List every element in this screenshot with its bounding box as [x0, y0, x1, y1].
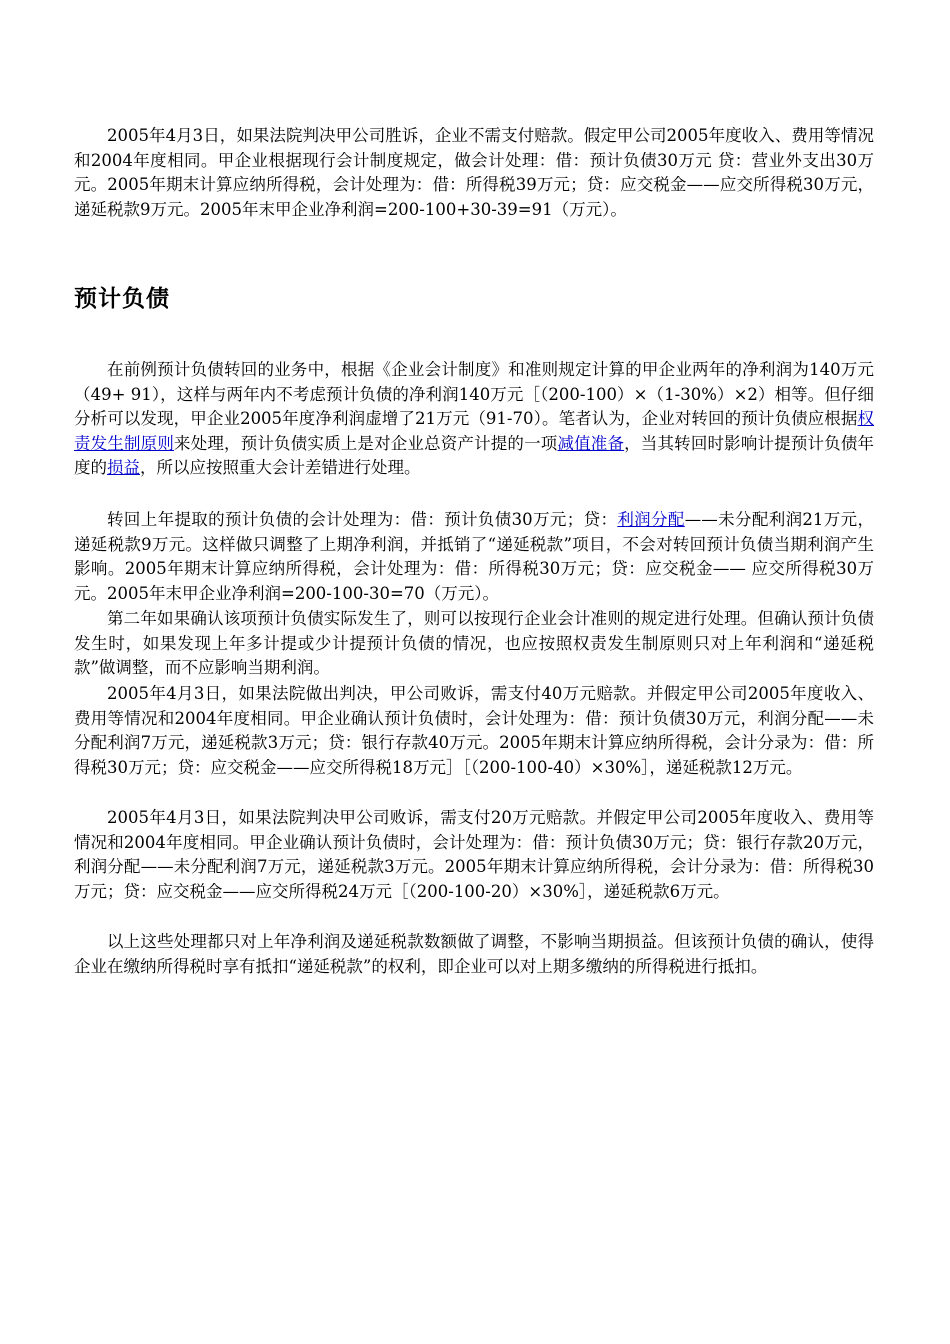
accrual-principle-link[interactable]: 权责发生制原则: [74, 409, 874, 453]
paragraph-court-loss-40: 2005年4月3日，如果法院做出判决，甲公司败诉，需支付40万元赔款。并假定甲公司2005年度收入、费用等情况和2004年度相同。甲企业确认预计负债时，会计处理为：借：预计负债30万元，利润分配——未分配利润7万元，递延税款3万元；贷：银行存款40万元。2005年期末计算应纳所得税，会计分录为：借：所得税30万元；贷：应交税金——应交所得税18万元］［（200-100-40）×30%］，递延税款12万元。: [74, 684, 874, 777]
paragraph-text: ，当其转回时影响计提预计负债年度的: [74, 433, 875, 477]
paragraph-text: 转回上年提取的预计负债的会计处理为：借：预计负债30万元；贷：: [107, 510, 618, 529]
paragraph-conclusion: 以上这些处理都只对上年净利润及递延税款数额做了调整，不影响当期损益。但该预计负债的确认，使得企业在缴纳所得税时享有抵扣“递延税款”的权利，即企业可以对上期多缴纳的所得税进行抵扣。: [74, 932, 874, 976]
paragraph-text: ——未分配利润21万元，递延税款9万元。这样做只调整了上期净利润，并抵销了“递延税款”项目，不会对转回预计负债当期利润产生影响。2005年期末计算应纳所得税，会计处理为：借：所得税30万元；贷：应交税金—— 应交所得税30万元。2005年末甲企业净利润=200-100-30=70（万元）。: [74, 510, 875, 603]
profit-distribution-link[interactable]: 利润分配: [617, 510, 685, 529]
paragraph-reversal-entry: [74, 508, 874, 606]
paragraph-text: 来处理，预计负债实质上是对企业总资产计提的一项: [174, 433, 558, 453]
section-heading: 预计负债: [74, 286, 170, 312]
profit-loss-link[interactable]: 损益: [107, 458, 140, 477]
paragraph-text: 在前例预计负债转回的业务中，根据《企业会计制度》和准则规定计算的甲企业两年的净利润为140万元（49+ 91），这样与两年内不考虑预计负债的净利润140万元［（200-100）×（1-30%）×2）相等。但仔细分析可以发现，甲企业2005年度净利润虚增了21万元（91-70）。笔者认为，企业对转回的预计负债应根据: [74, 360, 874, 428]
impairment-provision-link[interactable]: 减值准备: [557, 433, 625, 453]
paragraph-second-year: 第二年如果确认该项预计负债实际发生了，则可以按现行企业会计准则的规定进行处理。但确认预计负债发生时，如果发现上年多计提或少计提预计负债的情况，也应按照权责发生制原则只对上年利润和“递延税款”做调整，而不应影响当期利润。: [74, 609, 874, 677]
paragraph-court-loss-20: 2005年4月3日，如果法院判决甲公司败诉，需支付20万元赔款。并假定甲公司2005年度收入、费用等情况和2004年度相同。甲企业确认预计负债时，会计处理为：借：预计负债30万元；贷：银行存款20万元，利润分配——未分配利润7万元，递延税款3万元。2005年期末计算应纳所得税，会计分录为：借：所得税30万元；贷：应交税金——应交所得税24万元［（200-100-20）×30%］，递延税款6万元。: [74, 808, 874, 901]
paragraph-court-win: 2005年4月3日，如果法院判决甲公司胜诉，企业不需支付赔款。假定甲公司2005年度收入、费用等情况和2004年度相同。甲企业根据现行会计制度规定，做会计处理：借：预计负债30万元 贷：营业外支出30万元。2005年期末计算应纳所得税，会计处理为：借：所得税39万元；贷：应交税金——应交所得税30万元，递延税款9万元。2005年末甲企业净利润=200-100+30-39=91（万元）。: [74, 126, 874, 219]
paragraph-text: ，所以应按照重大会计差错进行处理。: [140, 458, 421, 477]
paragraph-analysis: [74, 358, 874, 481]
